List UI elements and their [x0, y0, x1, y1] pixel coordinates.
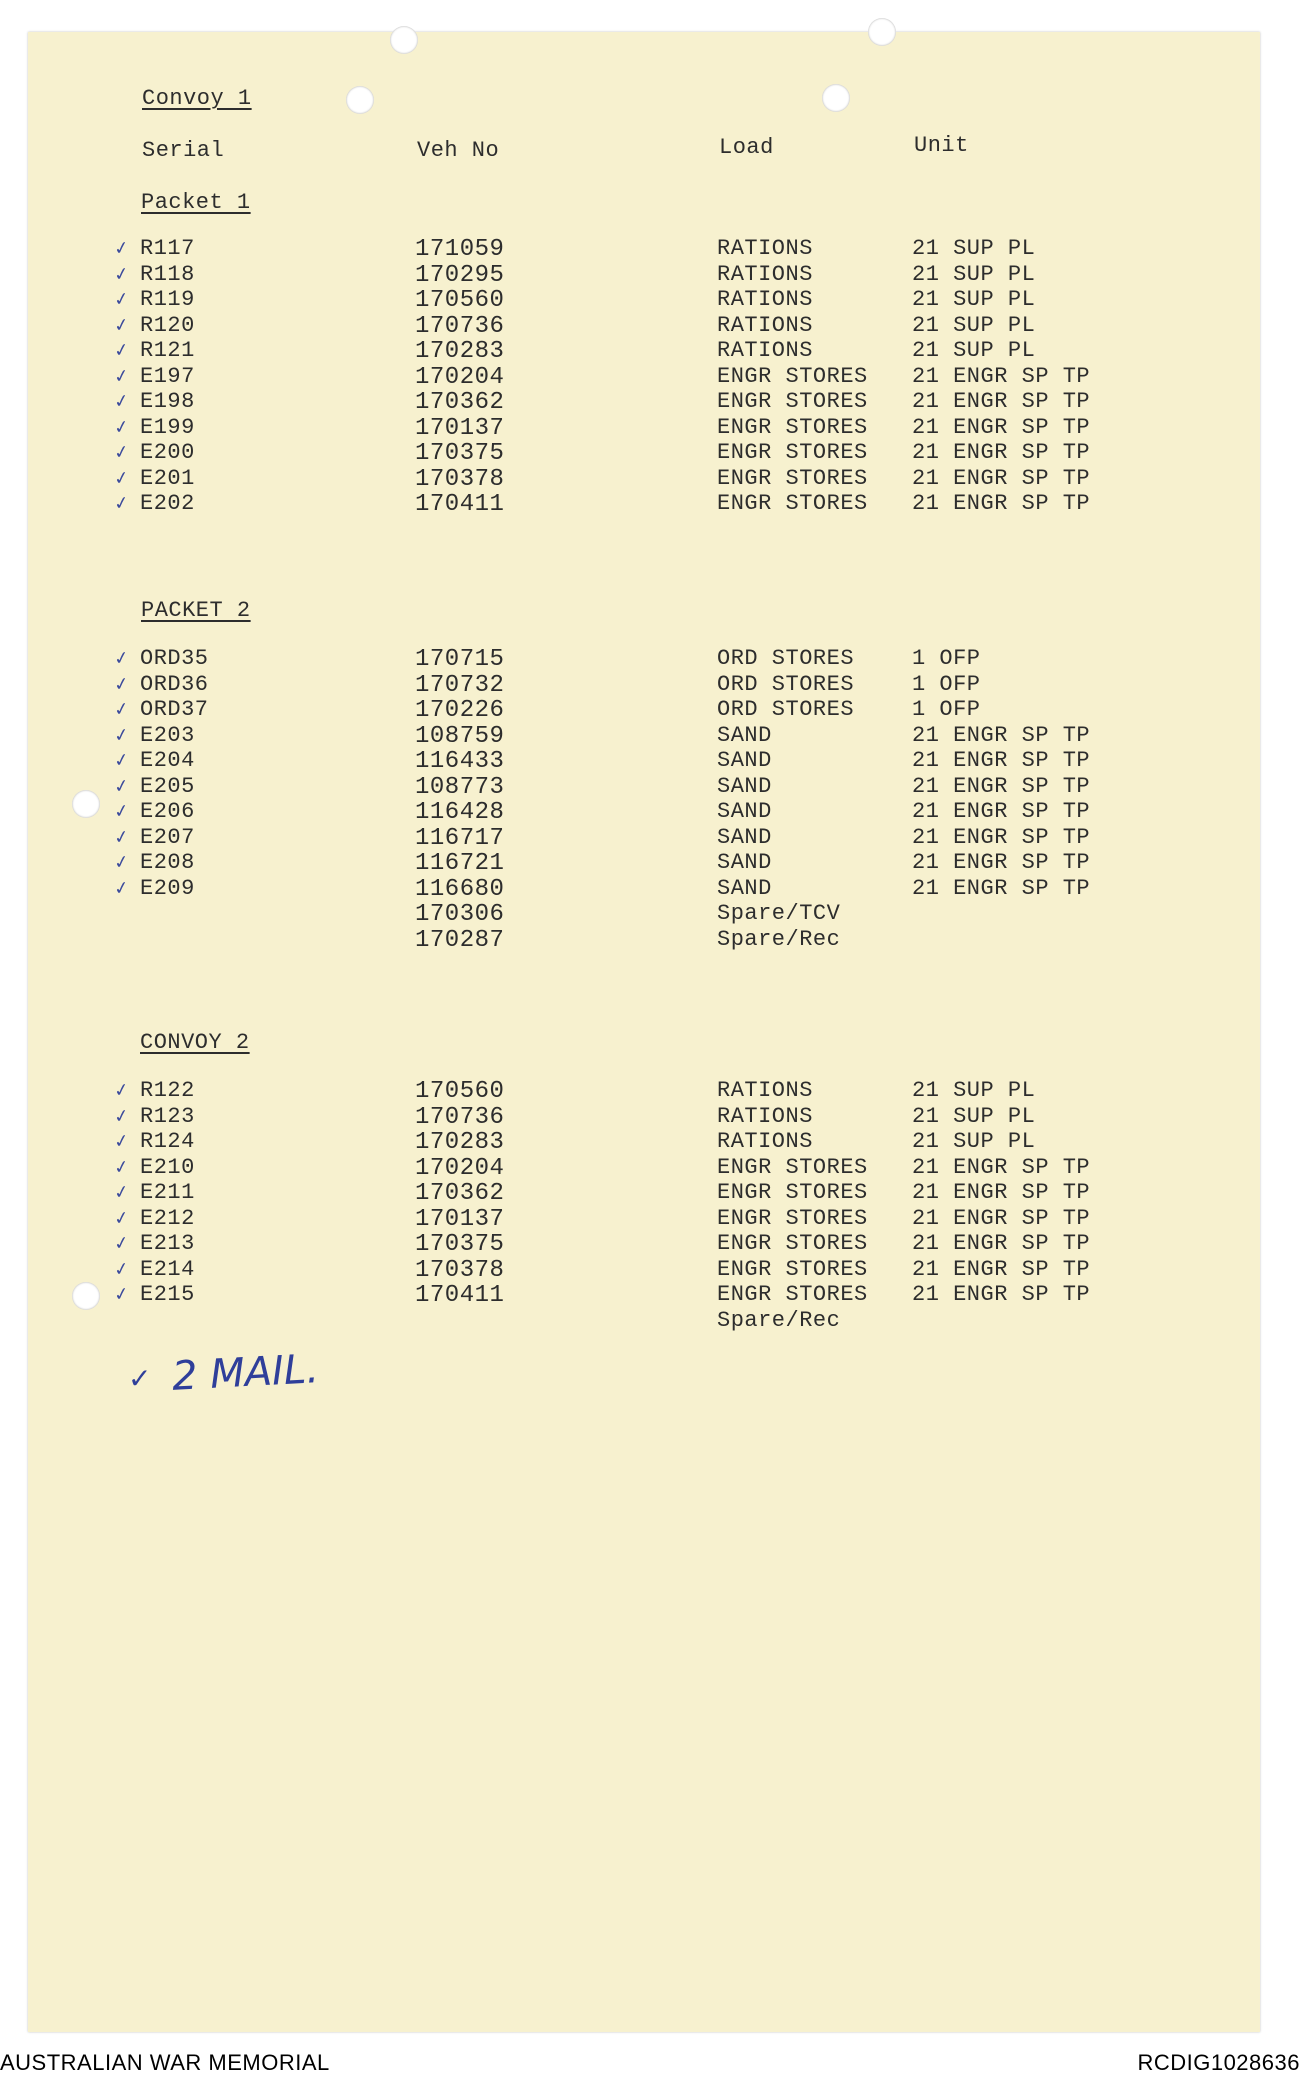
table-row: [112, 748, 1140, 775]
serial-cell: E214: [140, 1256, 195, 1282]
load-cell: ENGR STORES: [717, 491, 868, 516]
tick-mark-icon: ✓: [112, 1257, 132, 1281]
unit-cell: 21 ENGR SP TP: [912, 389, 1091, 414]
unit-cell: 21 SUP PL: [912, 312, 1036, 338]
tick-mark-icon: ✓: [112, 236, 132, 261]
tick-mark-icon: ✓: [112, 262, 132, 286]
serial-cell: E215: [140, 1282, 195, 1307]
packet-1-label: Packet 1: [141, 190, 251, 215]
tick-mark-icon: ✓: [112, 1104, 132, 1128]
unit-cell: 21 ENGR SP TP: [912, 748, 1091, 773]
table-row: [112, 646, 1140, 673]
load-cell: ENGR STORES: [717, 440, 868, 465]
table-row: [112, 414, 1140, 442]
serial-cell: R118: [140, 261, 195, 287]
unit-cell: 21 ENGR SP TP: [912, 363, 1091, 389]
serial-cell: E212: [140, 1205, 195, 1231]
veh-no-cell: 170411: [415, 491, 505, 518]
veh-no-cell: 116433: [415, 748, 505, 775]
punch-hole: [72, 790, 100, 818]
serial-cell: R120: [140, 312, 195, 338]
load-cell: SAND: [717, 824, 772, 850]
table-row: [112, 338, 1140, 365]
table-row: [140, 901, 1140, 927]
handwritten-note: 2 MAIL.: [170, 1346, 320, 1400]
load-cell: ORD STORES: [717, 646, 855, 671]
table-row: [112, 773, 1140, 801]
unit-cell: 21 SUP PL: [912, 1129, 1036, 1154]
table-row: [112, 491, 1140, 518]
veh-no-cell: 170362: [415, 389, 505, 416]
table-row: [112, 363, 1140, 391]
tick-mark-icon: ✓: [112, 850, 132, 875]
unit-cell: 21 SUP PL: [912, 1103, 1036, 1129]
veh-no-cell: 170204: [415, 363, 505, 391]
veh-no-cell: 116717: [415, 824, 505, 852]
veh-no-cell: 170736: [415, 1103, 505, 1131]
veh-no-cell: 170204: [415, 1154, 505, 1182]
tick-mark-icon: ✓: [112, 646, 132, 671]
veh-no-cell: 170560: [415, 287, 505, 314]
tick-mark-icon: ✓: [112, 697, 132, 722]
serial-cell: ORD35: [140, 646, 209, 671]
punch-hole: [72, 1282, 100, 1310]
load-cell: ENGR STORES: [717, 389, 868, 414]
veh-no-cell: 170560: [415, 1078, 505, 1105]
footer-record-id: RCDIG1028636: [1137, 2050, 1300, 2075]
load-cell: ORD STORES: [717, 697, 855, 722]
unit-cell: 21 ENGR SP TP: [912, 875, 1091, 901]
serial-cell: R124: [140, 1129, 195, 1154]
unit-cell: 21 SUP PL: [912, 338, 1036, 363]
veh-no-cell: 170306: [415, 901, 505, 928]
unit-cell: 21 SUP PL: [912, 1078, 1036, 1103]
table-row: [112, 1078, 1140, 1105]
veh-no-cell: 171059: [415, 236, 505, 263]
header-veh-no: Veh No: [417, 138, 500, 163]
serial-cell: E202: [140, 491, 195, 516]
serial-cell: E208: [140, 850, 195, 875]
load-cell: RATIONS: [717, 1103, 813, 1129]
load-cell: ORD STORES: [717, 671, 855, 697]
tick-mark-icon: ✓: [112, 876, 132, 900]
serial-cell: E209: [140, 875, 195, 901]
table-row: [140, 927, 1140, 953]
load-cell: RATIONS: [717, 1078, 813, 1103]
packet-2-label: PACKET 2: [141, 598, 251, 623]
punch-hole: [346, 86, 374, 114]
load-cell: Spare/Rec: [717, 1307, 841, 1333]
tick-mark-icon: ✓: [112, 1155, 132, 1179]
load-cell: ENGR STORES: [717, 465, 868, 491]
veh-no-cell: 170295: [415, 261, 505, 289]
veh-no-cell: 170226: [415, 697, 505, 724]
tick-mark-icon: ✓: [112, 1206, 132, 1230]
unit-cell: 21 ENGR SP TP: [912, 440, 1091, 465]
unit-cell: 21 SUP PL: [912, 287, 1036, 312]
tick-mark-icon: ✓: [112, 466, 132, 490]
table-row: [112, 465, 1140, 493]
table-row: [112, 722, 1140, 750]
table-row: [112, 1103, 1140, 1131]
load-cell: SAND: [717, 875, 772, 901]
unit-cell: 21 SUP PL: [912, 261, 1036, 287]
serial-cell: E207: [140, 824, 195, 850]
tick-mark-icon: ✓: [112, 774, 132, 798]
tick-mark-icon: ✓: [112, 338, 132, 363]
serial-cell: ORD36: [140, 671, 209, 697]
load-cell: SAND: [717, 799, 772, 824]
footer-archive-name: AUSTRALIAN WAR MEMORIAL: [0, 2050, 330, 2075]
serial-cell: E198: [140, 389, 195, 414]
header-load: Load: [719, 135, 774, 160]
table-row: [112, 799, 1140, 826]
tick-mark-icon: ✓: [112, 389, 132, 414]
table-row: [112, 1154, 1140, 1182]
serial-cell: R122: [140, 1078, 195, 1103]
table-row: [112, 440, 1140, 467]
load-cell: ENGR STORES: [717, 1256, 868, 1282]
serial-cell: R119: [140, 287, 195, 312]
table-row: [112, 261, 1140, 289]
load-cell: RATIONS: [717, 261, 813, 287]
load-cell: SAND: [717, 850, 772, 875]
serial-cell: R121: [140, 338, 195, 363]
serial-cell: ORD37: [140, 697, 209, 722]
table-row: [112, 671, 1140, 699]
unit-cell: 21 ENGR SP TP: [912, 824, 1091, 850]
load-cell: ENGR STORES: [717, 1282, 868, 1307]
load-cell: ENGR STORES: [717, 1180, 868, 1205]
veh-no-cell: 170736: [415, 312, 505, 340]
load-cell: ENGR STORES: [717, 363, 868, 389]
serial-cell: E197: [140, 363, 195, 389]
unit-cell: 21 ENGR SP TP: [912, 414, 1091, 440]
serial-cell: E200: [140, 440, 195, 465]
serial-cell: E206: [140, 799, 195, 824]
veh-no-cell: 170378: [415, 1256, 505, 1284]
serial-cell: E213: [140, 1231, 195, 1256]
veh-no-cell: 170378: [415, 465, 505, 493]
unit-cell: 1 OFP: [912, 671, 981, 697]
unit-cell: 21 ENGR SP TP: [912, 850, 1091, 875]
unit-cell: 21 ENGR SP TP: [912, 1205, 1091, 1231]
tick-mark-icon: ✓: [112, 287, 132, 312]
handwritten-checkmark: ✓: [128, 1362, 152, 1395]
serial-cell: E204: [140, 748, 195, 773]
load-cell: SAND: [717, 773, 772, 799]
veh-no-cell: 108759: [415, 722, 505, 750]
table-row: [112, 1129, 1140, 1156]
unit-cell: 21 SUP PL: [912, 236, 1036, 261]
header-unit: Unit: [914, 133, 969, 158]
load-cell: SAND: [717, 748, 772, 773]
load-cell: ENGR STORES: [717, 414, 868, 440]
unit-cell: 21 ENGR SP TP: [912, 1282, 1091, 1307]
tick-mark-icon: ✓: [112, 1129, 132, 1154]
veh-no-cell: 170411: [415, 1282, 505, 1309]
table-row: [112, 389, 1140, 416]
unit-cell: 21 ENGR SP TP: [912, 1154, 1091, 1180]
load-cell: Spare/Rec: [717, 926, 841, 952]
serial-cell: E210: [140, 1154, 195, 1180]
table-row: [112, 1180, 1140, 1207]
table-row: [112, 236, 1140, 263]
tick-mark-icon: ✓: [112, 440, 132, 465]
veh-no-cell: 170732: [415, 671, 505, 699]
veh-no-cell: 170137: [415, 1205, 505, 1233]
punch-hole: [868, 18, 896, 46]
convoy-1-title: Convoy 1: [142, 86, 252, 111]
veh-no-cell: 116680: [415, 875, 505, 903]
serial-cell: E199: [140, 414, 195, 440]
tick-mark-icon: ✓: [112, 672, 132, 696]
table-row: [112, 850, 1140, 877]
veh-no-cell: 170137: [415, 414, 505, 442]
veh-no-cell: 170375: [415, 440, 505, 467]
veh-no-cell: 116428: [415, 799, 505, 826]
load-cell: SAND: [717, 722, 772, 748]
veh-no-cell: 170287: [415, 926, 505, 954]
table-row: [112, 1231, 1140, 1258]
veh-no-cell: 170283: [415, 1129, 505, 1156]
tick-mark-icon: ✓: [112, 415, 132, 439]
tick-mark-icon: ✓: [112, 723, 132, 747]
table-row: [112, 1205, 1140, 1233]
load-cell: RATIONS: [717, 236, 813, 261]
unit-cell: 21 ENGR SP TP: [912, 465, 1091, 491]
tick-mark-icon: ✓: [112, 1282, 132, 1307]
unit-cell: 21 ENGR SP TP: [912, 1180, 1091, 1205]
tick-mark-icon: ✓: [112, 313, 132, 337]
unit-cell: 21 ENGR SP TP: [912, 799, 1091, 824]
unit-cell: 21 ENGR SP TP: [912, 1231, 1091, 1256]
table-row: [112, 824, 1140, 852]
veh-no-cell: 170283: [415, 338, 505, 365]
unit-cell: 1 OFP: [912, 646, 981, 671]
table-row: [112, 875, 1140, 903]
veh-no-cell: 170362: [415, 1180, 505, 1207]
unit-cell: 21 ENGR SP TP: [912, 491, 1091, 516]
load-cell: RATIONS: [717, 1129, 813, 1154]
load-cell: RATIONS: [717, 312, 813, 338]
serial-cell: R123: [140, 1103, 195, 1129]
tick-mark-icon: ✓: [112, 799, 132, 824]
unit-cell: 21 ENGR SP TP: [912, 773, 1091, 799]
serial-cell: R117: [140, 236, 195, 261]
table-row: [112, 697, 1140, 724]
table-row: [112, 1282, 1140, 1309]
load-cell: RATIONS: [717, 338, 813, 363]
convoy-2-label: CONVOY 2: [140, 1030, 250, 1055]
table-row: [140, 1308, 1140, 1334]
veh-no-cell: 108773: [415, 773, 505, 801]
tick-mark-icon: ✓: [112, 491, 132, 516]
table-row: [112, 312, 1140, 340]
load-cell: ENGR STORES: [717, 1205, 868, 1231]
serial-cell: E201: [140, 465, 195, 491]
table-row: [112, 1256, 1140, 1284]
tick-mark-icon: ✓: [112, 1180, 132, 1205]
serial-cell: E211: [140, 1180, 195, 1205]
punch-hole: [390, 26, 418, 54]
tick-mark-icon: ✓: [112, 748, 132, 773]
serial-cell: E203: [140, 722, 195, 748]
table-row: [112, 287, 1140, 314]
tick-mark-icon: ✓: [112, 364, 132, 388]
load-cell: Spare/TCV: [717, 901, 841, 926]
unit-cell: 21 ENGR SP TP: [912, 1256, 1091, 1282]
veh-no-cell: 170375: [415, 1231, 505, 1258]
unit-cell: 21 ENGR SP TP: [912, 722, 1091, 748]
header-serial: Serial: [142, 138, 225, 163]
tick-mark-icon: ✓: [112, 1078, 132, 1103]
serial-cell: E205: [140, 773, 195, 799]
load-cell: ENGR STORES: [717, 1154, 868, 1180]
tick-mark-icon: ✓: [112, 825, 132, 849]
tick-mark-icon: ✓: [112, 1231, 132, 1256]
veh-no-cell: 170715: [415, 646, 505, 673]
veh-no-cell: 116721: [415, 850, 505, 877]
load-cell: ENGR STORES: [717, 1231, 868, 1256]
punch-hole: [822, 84, 850, 112]
unit-cell: 1 OFP: [912, 697, 981, 722]
load-cell: RATIONS: [717, 287, 813, 312]
